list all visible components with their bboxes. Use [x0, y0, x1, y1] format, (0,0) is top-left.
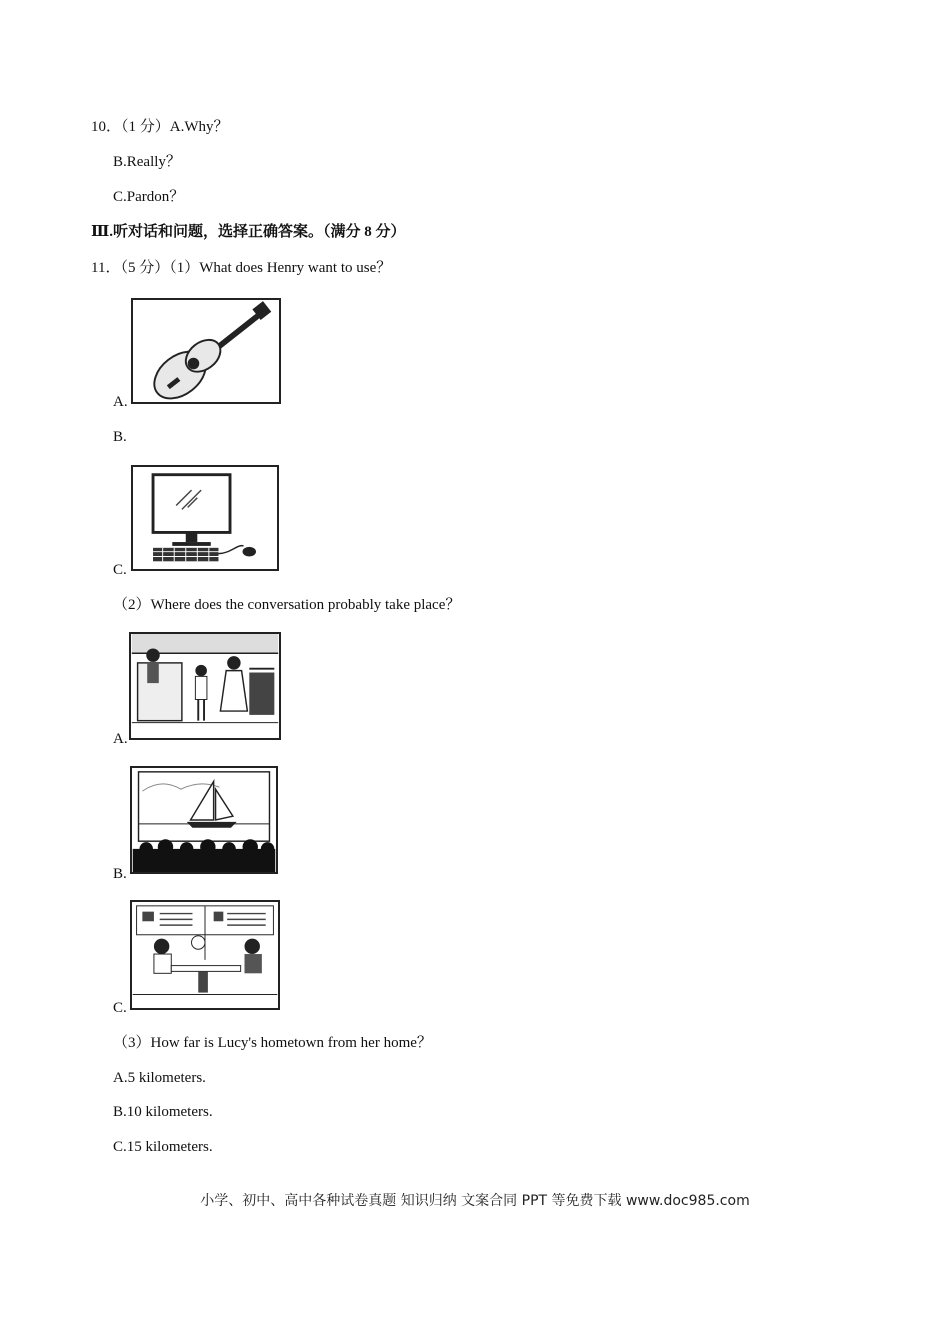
computer-icon	[131, 465, 279, 571]
q10-points: （1 分）	[121, 119, 170, 135]
restaurant-icon	[130, 900, 280, 1010]
q10-option-b: B.Really？	[113, 154, 181, 170]
q10-option-c: C.Pardon？	[113, 189, 185, 205]
page-footer: 小学、初中、高中各种试卷真题 知识归纳 文案合同 PPT 等免费下载 www.doc985.com	[200, 1193, 750, 1209]
q11-sub1-label-a: A.	[113, 394, 128, 410]
q11-sub2-label-a: A.	[113, 731, 128, 747]
q11-sub2-prompt: （2）Where does the conversation probably take place？	[113, 597, 461, 613]
q11-number: 11．	[91, 260, 121, 276]
clothes-shop-icon	[129, 632, 281, 740]
section-heading: Ⅲ.听对话和问题，选择正确答案。（满分 8 分）	[91, 224, 406, 240]
q11-sub3-option-a: A.5 kilometers.	[113, 1070, 206, 1086]
q11-sub1-label-b: B.	[113, 429, 127, 445]
q11-points: （5 分）	[120, 260, 170, 276]
q11-sub3-option-b: B.10 kilometers.	[113, 1104, 213, 1120]
q11-sub3-prompt: （3）How far is Lucy's hometown from her home？	[113, 1035, 432, 1051]
q11-sub2-label-c: C.	[113, 1000, 127, 1016]
q11-sub1-prompt: （1）What does Henry want to use？	[169, 260, 392, 276]
q11-sub2-label-b: B.	[113, 866, 127, 882]
q11-stem	[91, 258, 391, 278]
q11-sub3-option-c: C.15 kilometers.	[113, 1139, 213, 1155]
q11-sub1-label-c: C.	[113, 562, 127, 578]
q10-number: 10．	[91, 119, 122, 135]
q10-option-a: A.Why？	[169, 119, 229, 135]
q10-stem	[91, 117, 229, 137]
guitar-icon	[131, 298, 281, 404]
cinema-sailboat-icon	[130, 766, 278, 874]
